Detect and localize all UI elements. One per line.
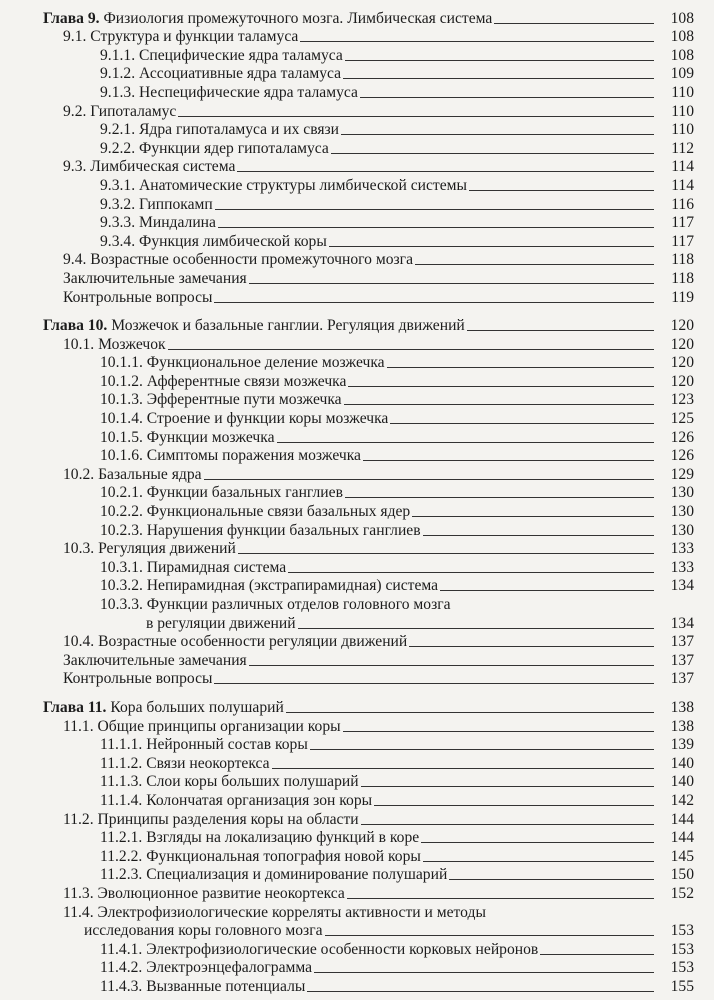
leader-line (214, 302, 654, 303)
toc-title: Функции ядер гипоталамуса (139, 139, 329, 157)
toc-page-number: 118 (671, 251, 694, 269)
leader-line (363, 460, 654, 461)
toc-number: 10.1.1. (100, 354, 143, 372)
leader-line (314, 972, 654, 973)
toc-chapter[interactable] (0, 9, 714, 28)
toc-page-number: 139 (670, 736, 694, 754)
toc-entry[interactable] (0, 633, 714, 652)
toc-entry[interactable] (0, 214, 714, 233)
leader-line (249, 665, 654, 666)
chapter-gap (0, 688, 714, 698)
toc-page-number: 114 (671, 158, 694, 176)
toc-title: Функции мозжечка (146, 428, 275, 446)
toc-entry[interactable] (0, 773, 714, 792)
toc-number: 11.2.3. (100, 866, 143, 884)
toc-title: Нарушения функции базальных ганглиев (146, 521, 421, 539)
toc-title: Электрофизиологические корреляты активности и методы (97, 903, 486, 921)
leader-line (329, 246, 654, 247)
toc-entry[interactable] (0, 502, 714, 521)
leader-line (343, 731, 654, 732)
toc-title: Специфические ядра таламуса (139, 46, 343, 64)
toc-number: 9.1.2. (100, 65, 136, 83)
leader-line (374, 805, 654, 806)
toc-title: Гиппокамп (139, 195, 213, 213)
toc-page-number: 133 (670, 540, 694, 558)
toc-number: 9.2.1. (100, 121, 136, 139)
toc-number: Глава 9. (43, 9, 100, 27)
toc-number: 11.2.1. (100, 829, 143, 847)
toc-entry[interactable] (0, 829, 714, 848)
toc-title: Взгляды на локализацию функций в коре (146, 829, 420, 847)
toc-entry[interactable] (0, 977, 714, 996)
toc-page-number: 118 (671, 269, 694, 287)
leader-line (415, 264, 654, 265)
toc-entry[interactable] (0, 540, 714, 559)
toc-title: Структура и функции таламуса (90, 28, 299, 46)
leader-line (409, 646, 654, 647)
toc-title: Лимбическая система (90, 158, 236, 176)
toc-title: Миндалина (139, 214, 216, 232)
toc-entry[interactable] (0, 121, 714, 140)
toc-number: 9.1.1. (100, 46, 136, 64)
toc-entry[interactable] (0, 884, 714, 903)
toc-page-number: 144 (670, 829, 694, 847)
toc-page-number: 119 (671, 288, 694, 306)
toc-title: Принципы разделения коры на области (97, 810, 359, 828)
toc-number: 11.4.2. (100, 959, 143, 977)
toc-page-number: 109 (670, 65, 694, 83)
toc-number: 9.3.1. (100, 176, 136, 194)
toc-entry[interactable] (0, 959, 714, 978)
toc-number: 10.3.3. (100, 596, 143, 613)
toc-number: 11.2.2. (100, 847, 143, 865)
toc-number: 10.2.2. (100, 503, 143, 521)
leader-line (469, 190, 654, 191)
toc-number: Глава 11. (43, 698, 107, 716)
toc-entry[interactable] (0, 102, 714, 121)
toc-entry[interactable] (0, 521, 714, 540)
toc-page-number: 114 (671, 176, 694, 194)
toc-page-number: 142 (670, 791, 694, 809)
leader-line (249, 283, 654, 284)
toc-page-number: 116 (671, 195, 694, 213)
toc-page-number: 129 (670, 465, 694, 483)
toc-page-number: 153 (670, 940, 694, 958)
leader-line (347, 898, 654, 899)
toc-page-number: 110 (671, 83, 694, 101)
toc-number: 9.4. (63, 251, 87, 269)
toc-number: 9.3.2. (100, 195, 136, 213)
leader-line (494, 23, 654, 24)
toc-title: Заключительные замечания (63, 651, 247, 669)
leader-line (360, 97, 654, 98)
leader-line (300, 41, 654, 42)
toc-page-number: 152 (670, 884, 694, 902)
leader-line (214, 683, 654, 684)
toc-page-number: 108 (670, 46, 694, 64)
toc-title: Возрастные особенности промежуточного мозга (90, 251, 413, 269)
toc-page-number: 110 (671, 121, 694, 139)
leader-line (168, 349, 654, 350)
toc-chapter[interactable] (0, 698, 714, 717)
toc-title: Контрольные вопросы (63, 288, 213, 306)
toc-page-number: 120 (670, 354, 694, 372)
toc-title: Ядра гипоталамуса и их связи (139, 121, 340, 139)
toc-page-number: 138 (670, 717, 694, 735)
toc-number: 11.4.1. (100, 940, 143, 958)
toc-entry[interactable] (0, 288, 714, 307)
toc-title: Физиология промежуточного мозга. Лимбическая система (103, 9, 493, 27)
toc-title: Строение и функции коры мозжечка (146, 410, 389, 428)
leader-line (286, 712, 654, 713)
toc-entry[interactable] (0, 717, 714, 736)
toc-title: Пирамидная система (146, 558, 287, 576)
toc-number: 9.2. (63, 102, 87, 120)
toc-number: 10.1.4. (100, 410, 143, 428)
toc-number: 10.1.2. (100, 372, 143, 390)
toc-entry[interactable] (0, 391, 714, 410)
toc-entry[interactable] (0, 447, 714, 466)
toc-title: Базальные ядра (98, 465, 202, 483)
toc-title: Мозжечок (98, 335, 166, 353)
leader-line (272, 768, 654, 769)
toc-page-number: 153 (670, 922, 694, 940)
toc-entry[interactable] (0, 354, 714, 373)
toc-number: 11.4.3. (100, 977, 143, 995)
toc-number: 10.4. (63, 633, 95, 651)
toc-page-number: 126 (670, 447, 694, 465)
toc-page-number: 108 (670, 28, 694, 46)
toc-page-number: 145 (670, 847, 694, 865)
leader-line (449, 879, 654, 880)
toc-number: 11.1.2. (100, 754, 143, 772)
toc-entry[interactable] (0, 269, 714, 288)
toc-title: Возрастные особенности регуляции движений (98, 633, 408, 651)
leader-line (204, 479, 654, 480)
leader-line (423, 535, 654, 536)
toc-entry[interactable] (0, 903, 714, 922)
toc-title: в регуляции движений (146, 614, 296, 632)
toc-title: Контрольные вопросы (63, 670, 213, 688)
toc-number: 10.3.2. (100, 577, 143, 595)
leader-line (345, 60, 654, 61)
toc-title: Нейронный состав коры (146, 736, 308, 754)
toc-title: Гипоталамус (90, 102, 177, 120)
leader-line (348, 386, 654, 387)
leader-line (467, 330, 654, 331)
toc-entry[interactable] (0, 736, 714, 755)
toc-page-number: 108 (670, 9, 694, 27)
toc-page-number: 144 (670, 810, 694, 828)
leader-line (387, 367, 654, 368)
toc-entry[interactable] (0, 232, 714, 251)
toc-number: 11.3. (63, 884, 94, 902)
toc-page-number: 137 (670, 670, 694, 688)
toc-page-number: 137 (670, 651, 694, 669)
toc-entry[interactable] (0, 754, 714, 773)
toc-title: Функции различных отделов головного мозга (146, 596, 451, 613)
leader-line (218, 227, 654, 228)
toc-page-number: 155 (670, 977, 694, 995)
leader-line (307, 991, 654, 992)
toc-number: 10.2.3. (100, 521, 143, 539)
toc-entry[interactable] (0, 922, 714, 941)
toc-entry[interactable] (0, 28, 714, 47)
chapter-gap (0, 307, 714, 317)
toc-entry[interactable] (0, 195, 714, 214)
toc-page-number: 120 (670, 372, 694, 390)
toc-number: 11.2. (63, 810, 94, 828)
toc-entry[interactable] (0, 484, 714, 503)
toc-number: 9.1. (63, 28, 87, 46)
toc-title: Афферентные связи мозжечка (146, 372, 347, 390)
toc-page-number: 133 (670, 558, 694, 576)
toc-number: 10.1.5. (100, 428, 143, 446)
toc-entry[interactable] (0, 251, 714, 270)
toc-number: 11.1. (63, 717, 94, 735)
toc-page-number: 130 (670, 521, 694, 539)
leader-line (341, 134, 654, 135)
toc-title: Электроэнцефалограмма (146, 959, 313, 977)
toc-title: Специализация и доминирование полушарий (146, 866, 448, 884)
toc-page-number: 150 (670, 866, 694, 884)
leader-line (178, 116, 654, 117)
toc-entry[interactable] (0, 139, 714, 158)
toc-page-number: 120 (670, 317, 694, 335)
toc-title: Мозжечок и базальные ганглии. Регуляция движений (111, 317, 465, 335)
toc-page-number: 137 (670, 633, 694, 651)
toc-page-number: 134 (670, 614, 694, 632)
toc-entry[interactable] (0, 335, 714, 354)
toc-page-number: 120 (670, 335, 694, 353)
toc-number: 10.3. (63, 540, 95, 558)
leader-line (310, 749, 654, 750)
toc-title: Связи неокортекса (146, 754, 270, 772)
toc-page-number: 130 (670, 503, 694, 521)
toc-entry[interactable] (0, 558, 714, 577)
toc-title: Колончатая организация зон коры (146, 791, 373, 809)
toc-entry[interactable] (0, 670, 714, 689)
toc-number: 11.1.3. (100, 773, 143, 791)
toc-title: Функциональное деление мозжечка (146, 354, 385, 372)
toc-title: Непирамидная (экстрапирамидная) система (146, 577, 439, 595)
toc-page-number: 153 (670, 959, 694, 977)
leader-line (540, 954, 654, 955)
toc-entry[interactable] (0, 614, 714, 633)
toc-title: Функция лимбической коры (139, 232, 327, 250)
toc-number: 9.2.2. (100, 139, 136, 157)
toc-title: Электрофизиологические особенности корковых нейронов (146, 940, 539, 958)
toc-title: Функциональные связи базальных ядер (146, 503, 411, 521)
toc-entry[interactable] (0, 940, 714, 959)
toc-entry[interactable] (0, 83, 714, 102)
toc-title: Заключительные замечания (63, 269, 247, 287)
toc-title: Эфферентные пути мозжечка (146, 391, 342, 409)
toc-entry[interactable] (0, 577, 714, 596)
toc-page-number: 110 (671, 102, 694, 120)
toc-number: 10.2. (63, 465, 95, 483)
toc-title: Кора больших полушарий (110, 698, 284, 716)
toc-title: Слои коры больших полушарий (146, 773, 359, 791)
toc-title: Ассоциативные ядра таламуса (139, 65, 342, 83)
toc-title: Функции базальных ганглиев (146, 484, 343, 502)
toc-number: Глава 10. (43, 317, 108, 335)
leader-line (288, 572, 654, 573)
toc-entry[interactable] (0, 810, 714, 829)
toc-number: 11.4. (63, 903, 94, 921)
toc-title: Анатомические структуры лимбической системы (139, 176, 467, 194)
toc-entry[interactable] (0, 158, 714, 177)
toc-page-number: 140 (670, 754, 694, 772)
toc-page-number: 134 (670, 577, 694, 595)
leader-line (421, 842, 654, 843)
toc-page-number: 130 (670, 484, 694, 502)
leader-line (412, 516, 654, 517)
leader-line (345, 497, 654, 498)
toc-number: 10.1.3. (100, 391, 143, 409)
toc-entry[interactable] (0, 65, 714, 84)
toc-page-number: 117 (671, 214, 694, 232)
toc-title: Регуляция движений (98, 540, 236, 558)
toc-number: 10.3.1. (100, 558, 143, 576)
toc-entry[interactable] (0, 409, 714, 428)
leader-line (277, 442, 654, 443)
toc-entry[interactable] (0, 651, 714, 670)
leader-line (343, 78, 654, 79)
toc-entry[interactable] (0, 372, 714, 391)
toc-number: 11.1.4. (100, 791, 143, 809)
toc-title: исследования коры головного мозга (84, 922, 323, 940)
toc-title: Эволюционное развитие неокортекса (97, 884, 345, 902)
leader-line (440, 590, 654, 591)
toc-page-number: 112 (671, 139, 694, 157)
toc-entry[interactable] (0, 46, 714, 65)
toc-page-number: 140 (670, 773, 694, 791)
toc-title: Общие принципы организации коры (97, 717, 341, 735)
toc-page-number: 117 (671, 232, 694, 250)
leader-line (361, 786, 654, 787)
toc-title: Функциональная топография новой коры (146, 847, 421, 865)
toc-entry[interactable] (0, 465, 714, 484)
leader-line (423, 861, 654, 862)
leader-line (215, 209, 654, 210)
toc-title: Вызванные потенциалы (146, 977, 306, 995)
leader-line (344, 404, 654, 405)
toc-chapter[interactable] (0, 317, 714, 336)
toc-page-number: 123 (670, 391, 694, 409)
toc-number: 11.1.1. (100, 736, 143, 754)
leader-line (238, 553, 654, 554)
toc-title: Симптомы поражения мозжечка (146, 447, 361, 465)
leader-line (361, 824, 654, 825)
toc-entry[interactable] (0, 176, 714, 195)
toc-number: 9.3.4. (100, 232, 136, 250)
toc-entry[interactable] (0, 595, 714, 614)
toc-page-number: 126 (670, 428, 694, 446)
toc-entry[interactable] (0, 866, 714, 885)
toc-number: 9.3.3. (100, 214, 136, 232)
leader-line (331, 153, 654, 154)
leader-line (325, 935, 654, 936)
leader-line (298, 628, 654, 629)
toc-entry[interactable] (0, 847, 714, 866)
toc-number: 10.1. (63, 335, 95, 353)
leader-line (390, 423, 654, 424)
toc-page-number: 125 (670, 410, 694, 428)
toc-entry[interactable] (0, 428, 714, 447)
toc-number: 10.1.6. (100, 447, 143, 465)
toc-entry[interactable] (0, 791, 714, 810)
toc-number: 9.3. (63, 158, 87, 176)
toc-number: 10.2.1. (100, 484, 143, 502)
toc-number: 9.1.3. (100, 83, 136, 101)
toc-title: Неспецифические ядра таламуса (139, 83, 358, 101)
leader-line (237, 171, 654, 172)
toc-page-number: 138 (670, 698, 694, 716)
